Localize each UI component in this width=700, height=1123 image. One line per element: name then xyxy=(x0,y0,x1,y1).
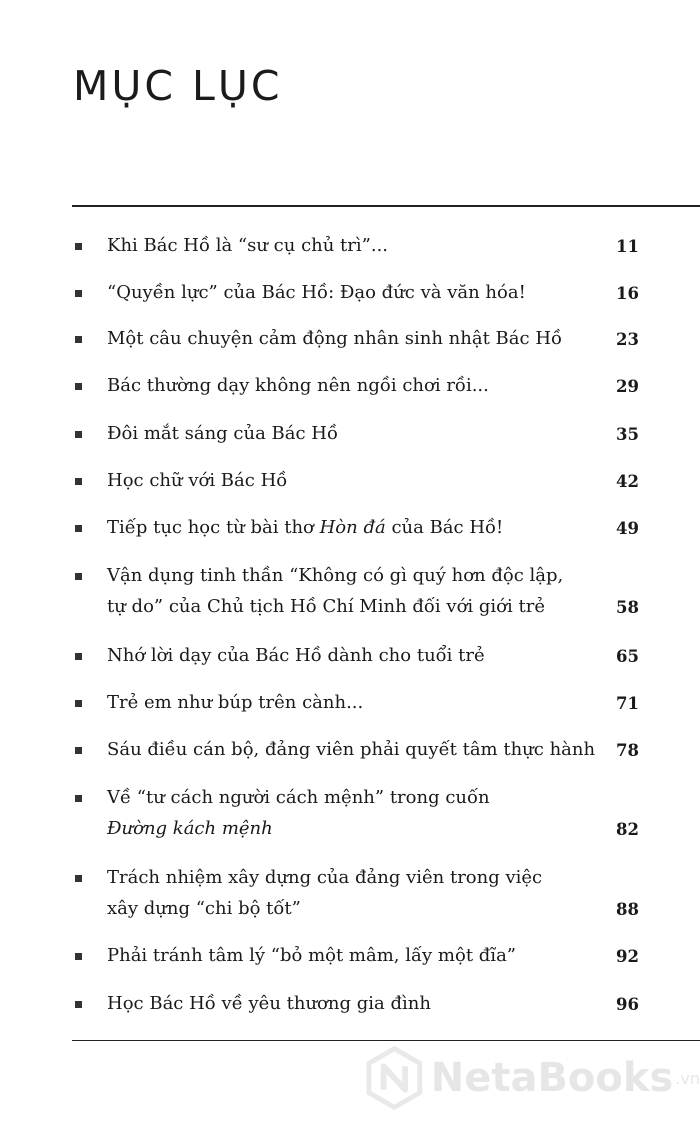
square-bullet-icon xyxy=(75,525,82,532)
toc-text-segment: Về “tư cách người cách mệnh” trong cuốn xyxy=(107,787,490,808)
toc-entry-title-line xyxy=(107,893,612,924)
toc-entry-title-line xyxy=(107,560,612,591)
toc-entry-title xyxy=(107,782,612,844)
toc-text-segment: Phải tránh tâm lý “bỏ một mâm, lấy một đĩa” xyxy=(107,945,516,966)
toc-text-segment: Tiếp tục học từ bài thơ xyxy=(107,517,320,538)
toc-text-segment: Nhớ lời dạy của Bác Hồ dành cho tuổi trẻ xyxy=(107,645,485,666)
toc-page-number: 29 xyxy=(616,377,639,396)
toc-text-segment: Đôi mắt sáng của Bác Hồ xyxy=(107,423,339,444)
toc-entry-title-line xyxy=(107,988,612,1019)
page-title: MỤC LỤC xyxy=(73,62,283,110)
toc-entry-title xyxy=(107,560,612,622)
toc-entry-title xyxy=(107,734,612,765)
toc-entry-title xyxy=(107,230,612,261)
toc-entry-title xyxy=(107,370,612,401)
toc-entry-title-line xyxy=(107,940,612,971)
toc-entry-title xyxy=(107,988,612,1019)
square-bullet-icon xyxy=(75,747,82,754)
toc-text-segment: xây dựng “chi bộ tốt” xyxy=(107,898,301,919)
toc-page-number: 92 xyxy=(616,947,639,966)
toc-entry-title-line xyxy=(107,465,612,496)
toc-entry-title-line xyxy=(107,862,612,893)
toc-entry-title-line xyxy=(107,734,612,765)
toc-text-segment: Học Bác Hồ về yêu thương gia đình xyxy=(107,993,431,1014)
toc-text-segment: Trẻ em như búp trên cành... xyxy=(107,692,364,713)
toc-entry-title-line xyxy=(107,687,612,718)
toc-page-number: 11 xyxy=(616,237,639,256)
square-bullet-icon xyxy=(75,383,82,390)
toc-text-segment: Sáu điều cán bộ, đảng viên phải quyết tâm thực hành xyxy=(107,739,596,760)
toc-entry-title-line xyxy=(107,591,612,622)
toc-page-number: 23 xyxy=(616,330,639,349)
toc-page-number: 82 xyxy=(616,820,639,839)
toc-text-segment: Đường kách mệnh xyxy=(107,818,273,839)
toc-text-segment: Bác thường dạy không nên ngồi chơi rồi... xyxy=(107,375,489,396)
toc-page-number: 96 xyxy=(616,995,639,1014)
toc-page-number: 49 xyxy=(616,519,639,538)
square-bullet-icon xyxy=(75,953,82,960)
toc-entry-title xyxy=(107,640,612,671)
toc-text-segment: Vận dụng tinh thần “Không có gì quý hơn độc lập, xyxy=(107,565,564,586)
top-divider xyxy=(72,205,700,207)
toc-text-segment: Khi Bác Hồ là “sư cụ chủ trì”... xyxy=(107,235,389,256)
toc-text-segment: của Bác Hồ! xyxy=(385,517,504,538)
toc-entry-title-line xyxy=(107,512,612,543)
bottom-divider xyxy=(72,1040,700,1041)
toc-page-number: 35 xyxy=(616,425,639,444)
toc-entry-title-line xyxy=(107,418,612,449)
square-bullet-icon xyxy=(75,875,82,882)
square-bullet-icon xyxy=(75,243,82,250)
toc-text-segment: Trách nhiệm xây dựng của đảng viên trong việc xyxy=(107,867,543,888)
toc-page-number: 42 xyxy=(616,472,639,491)
toc-entry-title xyxy=(107,512,612,543)
toc-entry-title-line xyxy=(107,813,612,844)
toc-entry-title-line xyxy=(107,782,612,813)
toc-entry-title xyxy=(107,862,612,924)
square-bullet-icon xyxy=(75,700,82,707)
square-bullet-icon xyxy=(75,1001,82,1008)
toc-page-number: 88 xyxy=(616,900,639,919)
netabooks-logo-icon xyxy=(366,1046,423,1110)
toc-page-number: 71 xyxy=(616,694,639,713)
toc-page-number: 16 xyxy=(616,284,639,303)
toc-entry-title-line xyxy=(107,323,612,354)
toc-entry-title xyxy=(107,940,612,971)
square-bullet-icon xyxy=(75,431,82,438)
toc-entry-title xyxy=(107,465,612,496)
toc-page-number: 58 xyxy=(616,598,639,617)
toc-entry-title xyxy=(107,687,612,718)
toc-text-segment: Hòn đá xyxy=(319,517,386,538)
toc-entry-title xyxy=(107,418,612,449)
toc-entry-title-line xyxy=(107,370,612,401)
square-bullet-icon xyxy=(75,336,82,343)
toc-text-segment: Học chữ với Bác Hồ xyxy=(107,470,288,491)
square-bullet-icon xyxy=(75,653,82,660)
toc-entry-title-line xyxy=(107,277,612,308)
toc-text-segment: Một câu chuyện cảm động nhân sinh nhật Bác Hồ xyxy=(107,328,563,349)
square-bullet-icon xyxy=(75,795,82,802)
toc-entry-title xyxy=(107,323,612,354)
toc-page-number: 78 xyxy=(616,741,639,760)
toc-text-segment: “Quyền lực” của Bác Hồ: Đạo đức và văn hóa! xyxy=(107,282,526,303)
toc-page-number: 65 xyxy=(616,647,639,666)
toc-text-segment: tự do” của Chủ tịch Hồ Chí Minh đối với giới trẻ xyxy=(107,596,545,617)
toc-entry-title-line xyxy=(107,640,612,671)
square-bullet-icon xyxy=(75,290,82,297)
watermark xyxy=(366,1046,700,1110)
watermark-suffix: .vn xyxy=(675,1068,700,1088)
toc-entry-title xyxy=(107,277,612,308)
square-bullet-icon xyxy=(75,573,82,580)
toc-entry-title-line xyxy=(107,230,612,261)
square-bullet-icon xyxy=(75,478,82,485)
watermark-brand: NetaBooks xyxy=(430,1055,674,1101)
